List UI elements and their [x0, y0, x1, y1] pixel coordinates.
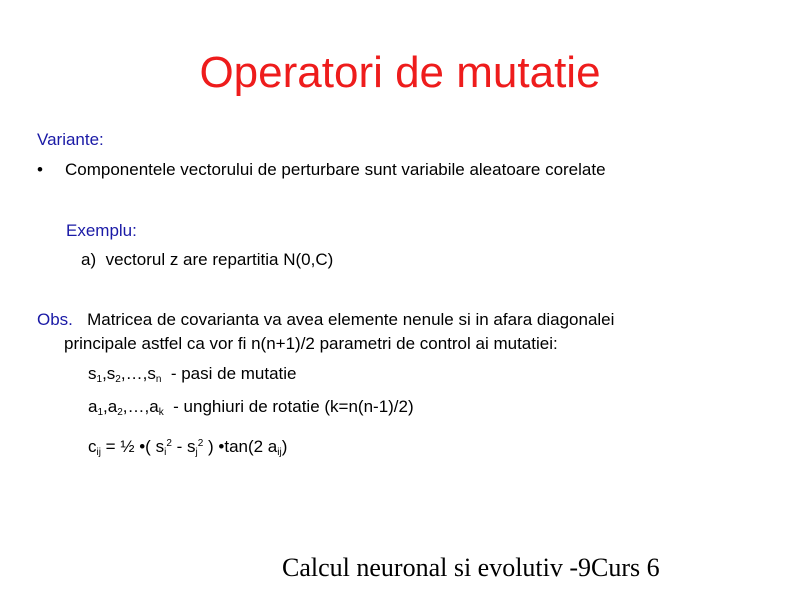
a-list-desc: - unghiuri de rotatie (k=n(n-1)/2) [173, 397, 414, 416]
variante-label: Variante: [37, 130, 104, 149]
bullet-text: Componentele vectorului de perturbare sunt variabile aleatoare corelate [65, 160, 606, 179]
obs-label: Obs. [37, 310, 73, 329]
formula: $c_{ij}$ = ½ •( $s_i^2 - s_j^2$ ) •tan(2 $a_{ij}$) [88, 437, 288, 458]
obs-line-1 [37, 310, 614, 330]
a-list: $a_1,a_2,\dots,a_k$ - unghiuri de rotatie (k=n(n-1)/2) [88, 397, 414, 418]
exemplu-label: Exemplu: [66, 221, 137, 240]
obs-text-line1: Matricea de covarianta va avea elemente nenule si in afara diagonalei [87, 310, 615, 329]
footer [282, 553, 660, 583]
footer-text: Calcul neuronal si evolutiv - [282, 553, 579, 582]
slide-title: Operatori de mutatie [199, 48, 601, 97]
bullet-icon: • [37, 160, 43, 179]
footer-course: Curs 6 [591, 553, 660, 582]
s-list: $s_1,s_2,\dots,s_n$ - pasi de mutatie [88, 364, 297, 385]
example-a-prefix: a) [81, 250, 97, 269]
s-list-desc: - pasi de mutatie [170, 364, 297, 383]
example-a [81, 250, 333, 270]
page-number: 9 [578, 553, 592, 582]
example-a-text: vectorul z are repartitia N(0,C) [105, 250, 334, 269]
obs-text-line2: principale astfel ca vor fi n(n+1)/2 parametri de control ai mutatiei: [64, 334, 558, 353]
